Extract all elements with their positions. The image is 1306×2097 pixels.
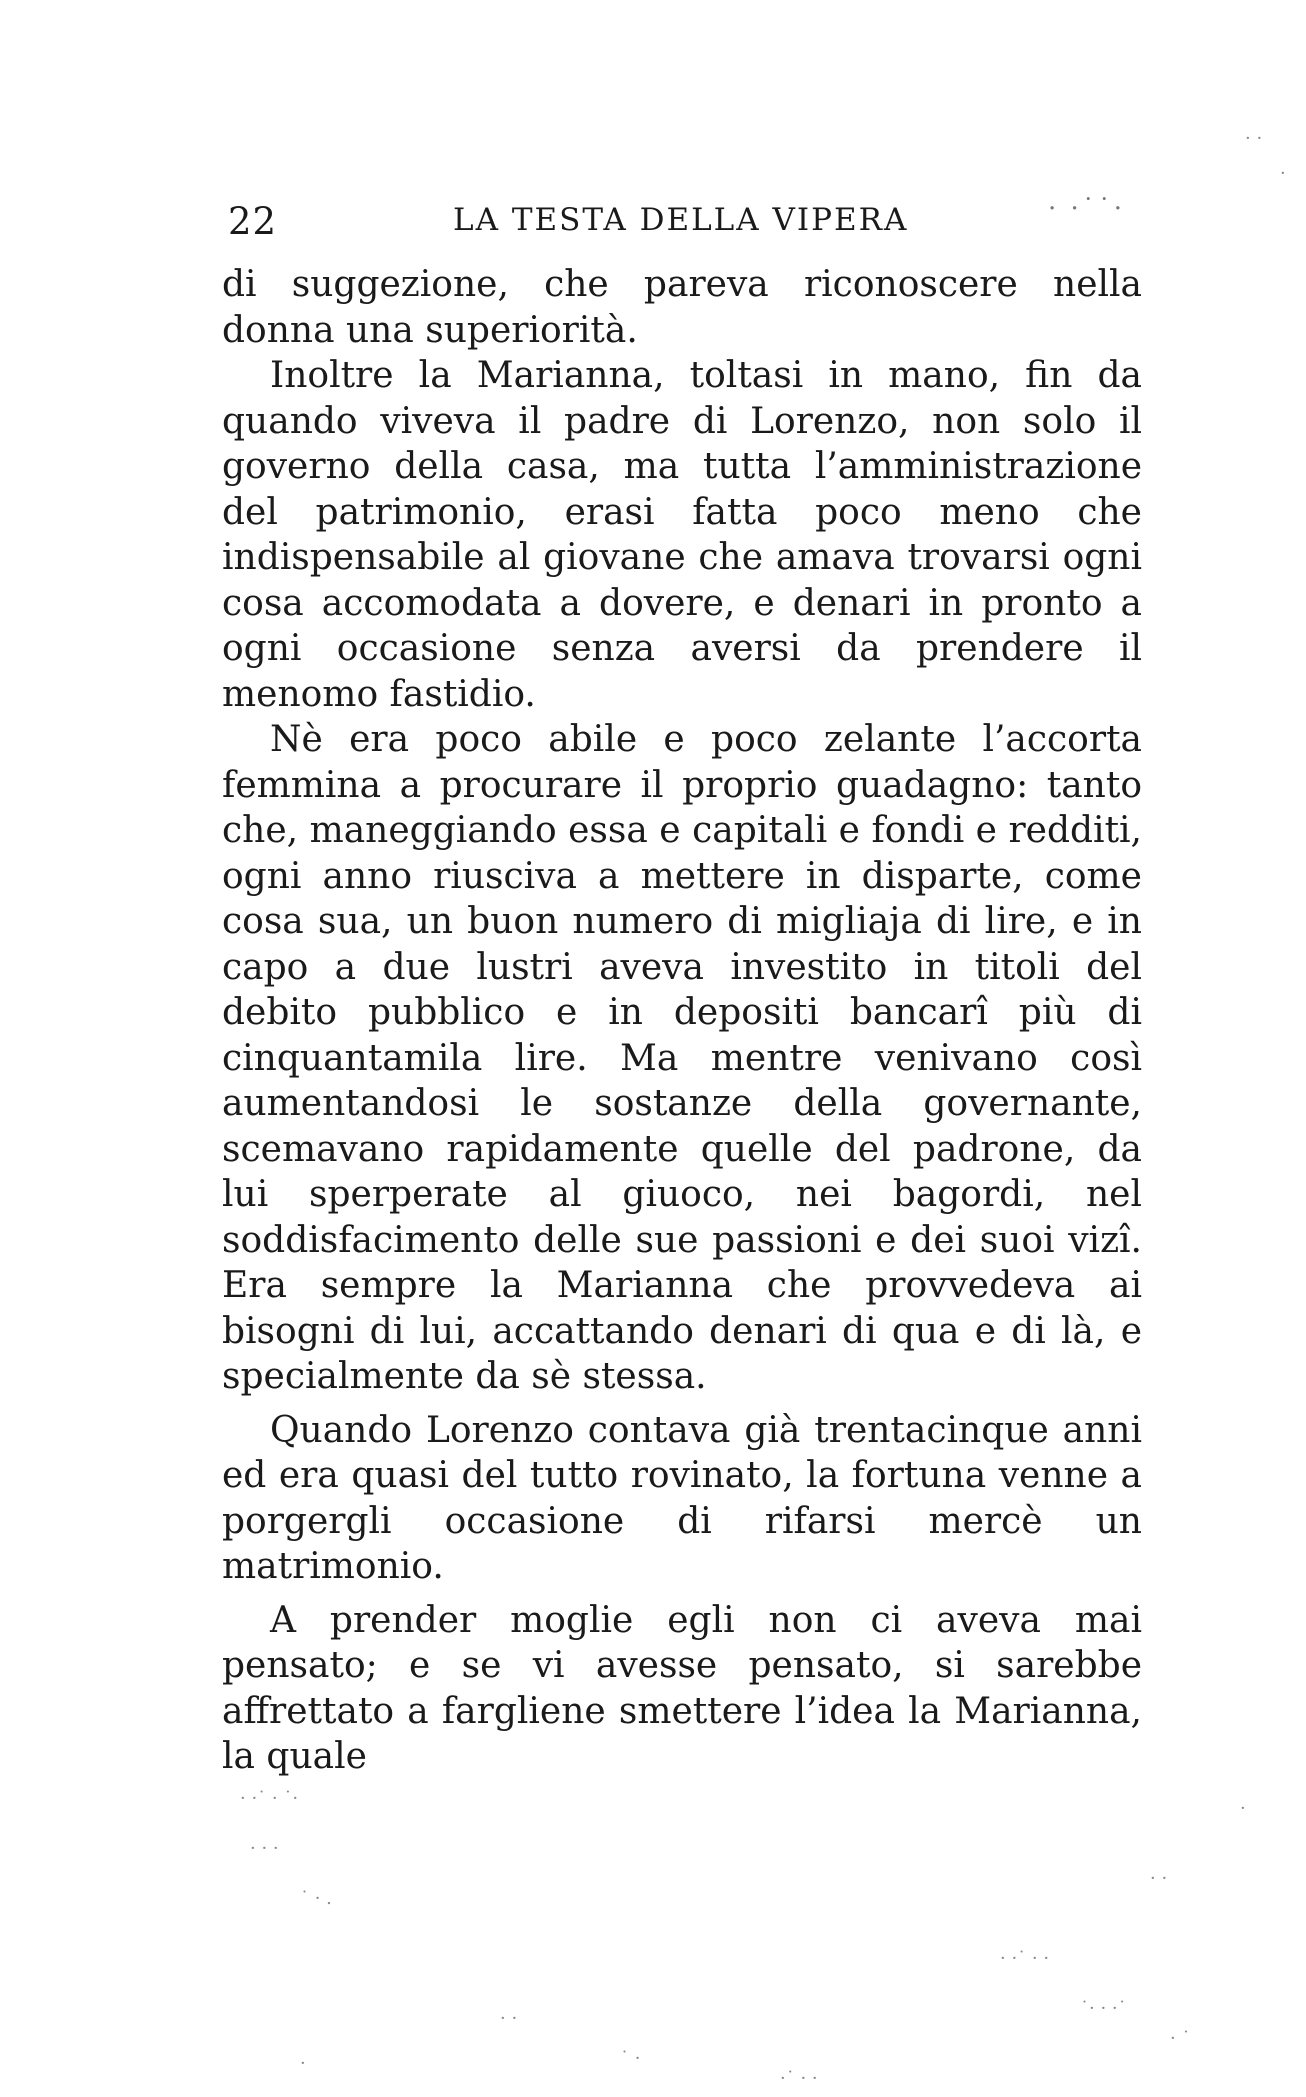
paragraph-2: Inoltre la Marianna, toltasi in mano, fin da quando viveva il padre di Lorenzo, non solo il governo della casa, ma tutta l’amministrazione del patrimonio, erasi fatta poco meno che indispensabile al giovane che amava trovarsi ogni cosa accomodata a dovere, e denari in pronto a ogni occasione senza aversi da prendere il menomo fastidio. bbox=[222, 355, 1142, 715]
book-page: 22 LA TESTA DELLA VIPERA · ·˙˙· di suggezione, che pareva riconoscere nella donna una superiorità. Inoltre la Marianna, toltasi in mano, fin da quando viveva il padre di Lorenzo, non solo il governo della casa, ma tutta l’amministrazione del patrimonio, erasi fatta poco meno che indispensabile al giovane che amava trovarsi ogni cosa accomodata a dovere, e denari in pronto a ogni occasione senza aversi da prendere il menomo fastidio. Nè era poco abile e poco zelante l’accorta femmina a procurare il proprio guadagno: tanto che, maneggiando essa e capitali e fondi e redditi, ogni anno riusciva a mettere in disparte, come cosa sua, un buon numero di migliaja di lire, e in capo a due lustri aveva investito in titoli del debito pubblico e in depositi bancarî più di cinquantamila lire. Ma mentre venivano così aumentandosi le sostanze della governante, scemavano rapidamente quelle del padrone, da lui sperperate al giuoco, nei bagordi, nel soddisfacimento delle sue passioni e dei suoi vizî. Era sempre la Marianna che provvedeva ai bisogni di lui, accattando denari di qua e di là, e specialmente da sè stessa. Quando Lorenzo contava già trentacinque anni ed era quasi del tutto rovinato, la fortuna venne a porgergli occasione di rifarsi mercè un matrimonio. A prender moglie egli non ci aveva mai pensato; e se vi avesse pensato, si sarebbe affrettato a fargliene smettere l’idea la Marianna, la quale · · · · ·˙ · ˙· · · · ˙ · . · · · · ·˙ · · ˙· · ·˙ · ˙ · · ˙ · ·˙ · · · bbox=[0, 0, 1306, 2097]
page-header bbox=[228, 194, 1133, 250]
paragraph-4: Quando Lorenzo contava già trentacinque anni ed era quasi del tutto rovinato, la fortuna venne a porgergli occasione di rifarsi mercè un matrimonio. bbox=[222, 1409, 1142, 1587]
body-text bbox=[222, 262, 1142, 1780]
paragraph-5: A prender moglie egli non ci aveva mai pensato; e se vi avesse pensato, si sarebbe affrettato a fargliene smettere l’idea la Marianna, la quale bbox=[222, 1599, 1142, 1777]
paragraph-1: di suggezione, che pareva riconoscere nella donna una superiorità. bbox=[222, 264, 1142, 351]
paragraph-3: Nè era poco abile e poco zelante l’accorta femmina a procurare il proprio guadagno: tanto che, maneggiando essa e capitali e fondi e redditi, ogni anno riusciva a mettere in disparte, come cosa sua, un buon numero di migliaja di lire, e in capo a due lustri aveva investito in titoli del debito pubblico e in depositi bancarî più di cinquantamila lire. Ma mentre venivano così aumentandosi le sostanze della governante, scemavano rapidamente quelle del padrone, da lui sperperate al giuoco, nei bagordi, nel soddisfacimento delle sue passioni e dei suoi vizî. Era sempre la Marianna che provvedeva ai bisogni di lui, accattando denari di qua e di là, e specialmente da sè stessa. bbox=[222, 719, 1142, 1397]
running-title: LA TESTA DELLA VIPERA bbox=[453, 202, 909, 238]
page-number: 22 bbox=[228, 200, 278, 243]
print-speck: · ·˙˙· bbox=[1048, 194, 1126, 224]
